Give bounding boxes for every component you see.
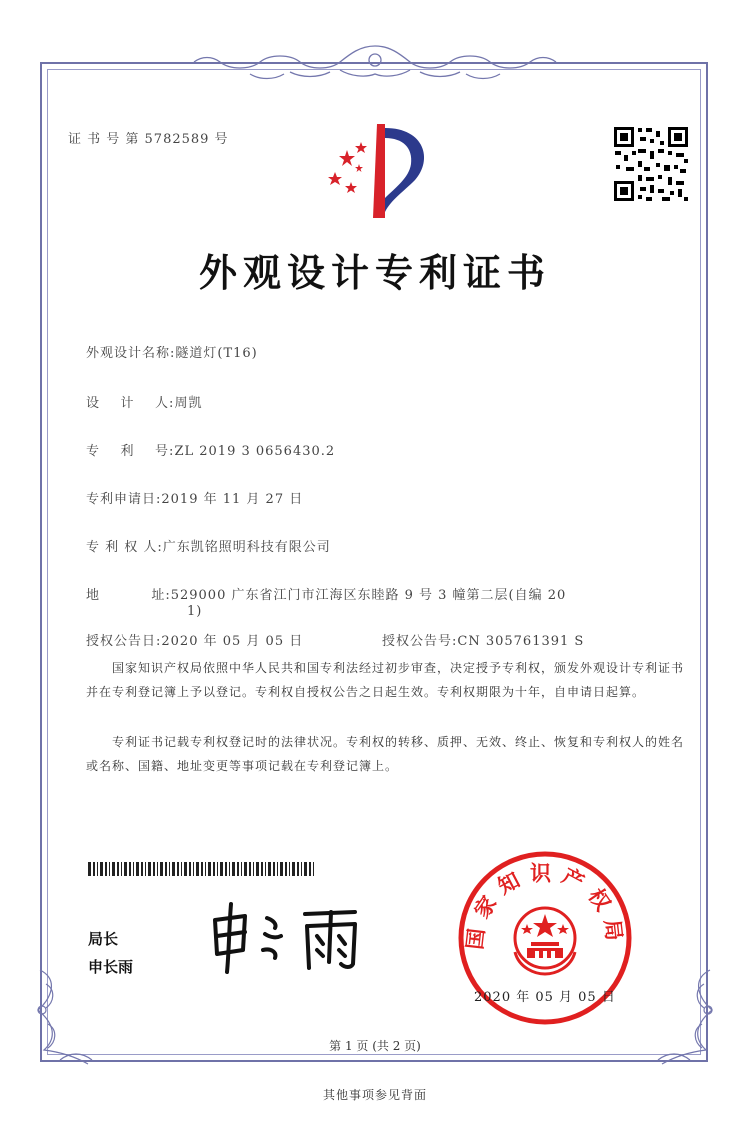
barcode-icon (88, 862, 316, 876)
director-title: 局长 (88, 930, 119, 948)
address-value-line2: 1) (187, 604, 203, 619)
seal-text: 国家知识产权局 (462, 861, 628, 951)
grant-number-label: 授权公告号: (382, 634, 458, 649)
director-name: 申长雨 (88, 958, 134, 976)
patentee-label: 专 利 权 人: (86, 540, 163, 555)
field-grant-date (86, 630, 303, 649)
field-patentee (86, 536, 331, 555)
page-title: 外观设计专利证书 (198, 250, 551, 295)
designer-value: 周凯 (174, 396, 203, 411)
filing-date-value: 2019 年 11 月 27 日 (161, 492, 304, 507)
field-patent-number (86, 440, 335, 459)
paragraph-grant-statement: 国家知识产权局依照中华人民共和国专利法经过初步审查，决定授予专利权，颁发外观设计专利证书并在专利登记簿上予以登记。专利权自授权公告之日起生效。专利权期限为十年，自申请日起算。 (86, 661, 685, 699)
paragraph-legal-status: 专利证书记载专利权登记时的法律状况。专利权的转移、质押、无效、终止、恢复和专利权人的姓名或名称、国籍、地址变更等事项记载在专利登记簿上。 (86, 735, 685, 773)
grant-date-value: 2020 年 05 月 05 日 (161, 634, 304, 649)
top-ornament (190, 40, 560, 82)
address-label: 地 址: (86, 588, 171, 603)
designer-label: 设 计 人: (86, 396, 175, 411)
cnipa-logo (325, 120, 440, 220)
field-filing-date (86, 488, 303, 507)
field-address-continued (187, 604, 202, 619)
address-value-line1: 529000 广东省江门市江海区东睦路 9 号 3 幢第二层(自编 20 (170, 588, 567, 603)
certificate-number: 证 书 号 第 5782589 号 (68, 132, 229, 147)
director-signature (205, 898, 385, 976)
patent-number-label: 专 利 号: (86, 444, 175, 459)
seal-date: 2020 年 05 月 05 日 (474, 990, 616, 1005)
grant-date-label: 授权公告日: (86, 634, 162, 649)
qr-code-icon (612, 125, 690, 203)
page-number: 第 1 页 (共 2 页) (329, 1039, 421, 1053)
field-designer (86, 392, 202, 411)
design-name-label: 外观设计名称: (86, 346, 176, 361)
design-name-value: 隧道灯(T16) (175, 346, 258, 361)
patentee-value: 广东凯铭照明科技有限公司 (162, 540, 331, 555)
footer-note: 其他事项参见背面 (322, 1088, 427, 1102)
grant-number-value: CN 305761391 S (457, 634, 585, 649)
national-emblem-icon (515, 908, 575, 974)
filing-date-label: 专利申请日: (86, 492, 162, 507)
field-design-name (86, 342, 258, 361)
field-grant-number (382, 630, 584, 649)
patent-number-value: ZL 2019 3 0656430.2 (174, 444, 336, 459)
field-address (86, 584, 566, 603)
